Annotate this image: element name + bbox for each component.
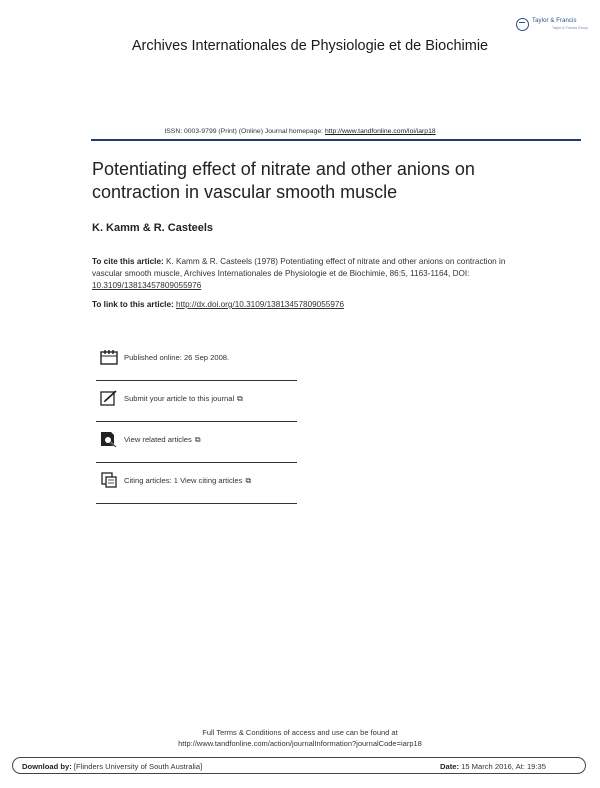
citation-block: [92, 256, 522, 292]
doi-link[interactable]: 10.3109/13813457809055976: [92, 281, 202, 290]
submit-icon: [100, 390, 118, 406]
downloaded-by: [22, 762, 202, 771]
row-divider: [96, 503, 297, 505]
terms-url[interactable]: http://www.tandfonline.com/action/journalInformation?journalCode=iarp18: [178, 739, 422, 748]
published-online-text: Published online: 26 Sep 2008.: [124, 353, 230, 362]
row-divider: [96, 462, 297, 464]
related-articles-link: [124, 435, 201, 445]
logo-text: Taylor & Francis: [532, 18, 577, 24]
submit-article-text[interactable]: Submit your article to this journal: [124, 394, 235, 403]
header-divider: [91, 139, 581, 141]
terms-notice: [0, 727, 600, 749]
issn-line: [0, 128, 600, 135]
downloaded-by-value: [Flinders University of South Australia]: [71, 762, 203, 771]
article-title: Potentiating effect of nitrate and other anions on contraction in vascular smooth muscle: [92, 159, 475, 202]
external-link-icon: ⧉: [245, 476, 252, 485]
row-divider: [96, 380, 297, 382]
submit-article-row[interactable]: [96, 382, 297, 422]
article-authors: K. Kamm & R. Casteels: [92, 222, 214, 234]
cite-label: To cite this article:: [92, 257, 167, 266]
journal-homepage-link[interactable]: http://www.tandfonline.com/loi/iarp18: [324, 128, 436, 135]
publisher-logo-icon: [516, 18, 529, 31]
external-link-icon: ⧉: [237, 394, 243, 403]
journal-title: Archives Internationales de Physiologie et de Biochimie: [131, 38, 489, 54]
citing-articles-text[interactable]: Citing articles: 1 View citing articles: [124, 476, 243, 485]
related-articles-icon: [100, 431, 118, 447]
terms-line: Full Terms & Conditions of access and use can be found at: [202, 728, 398, 737]
issn-text: ISSN: 0003-9799 (Print) (Online) Journal homepage:: [164, 128, 325, 135]
external-link-icon: ⧉: [194, 435, 201, 444]
published-online-row: [96, 341, 297, 381]
related-articles-text[interactable]: View related articles: [124, 435, 192, 444]
link-block: [92, 299, 522, 311]
related-articles-row[interactable]: [96, 423, 297, 463]
download-date: [440, 762, 546, 771]
download-date-value: 15 March 2016, At: 19:35: [459, 762, 546, 771]
download-date-label: Date:: [440, 762, 459, 771]
logo-subtext: Taylor & Francis Group: [552, 26, 588, 30]
citing-articles-row[interactable]: [96, 464, 297, 504]
citing-articles-icon: [100, 472, 118, 488]
row-divider: [96, 421, 297, 423]
article-doi-url[interactable]: http://dx.doi.org/10.3109/13813457809055976: [176, 300, 345, 309]
calendar-icon: [100, 349, 118, 365]
publisher-logo: [516, 17, 586, 35]
citing-articles-link: [124, 476, 251, 486]
link-label: To link to this article:: [92, 300, 177, 309]
cite-text: K. Kamm & R. Casteels (1978) Potentiating effect of nitrate and other anions on contraction in vascular smooth muscle, Archives Internationales de Physiologie et de Biochimie, 86:5, 1163-1164, DOI:: [92, 257, 506, 278]
downloaded-by-label: Download by:: [22, 762, 72, 771]
submit-article-link: [124, 394, 243, 404]
